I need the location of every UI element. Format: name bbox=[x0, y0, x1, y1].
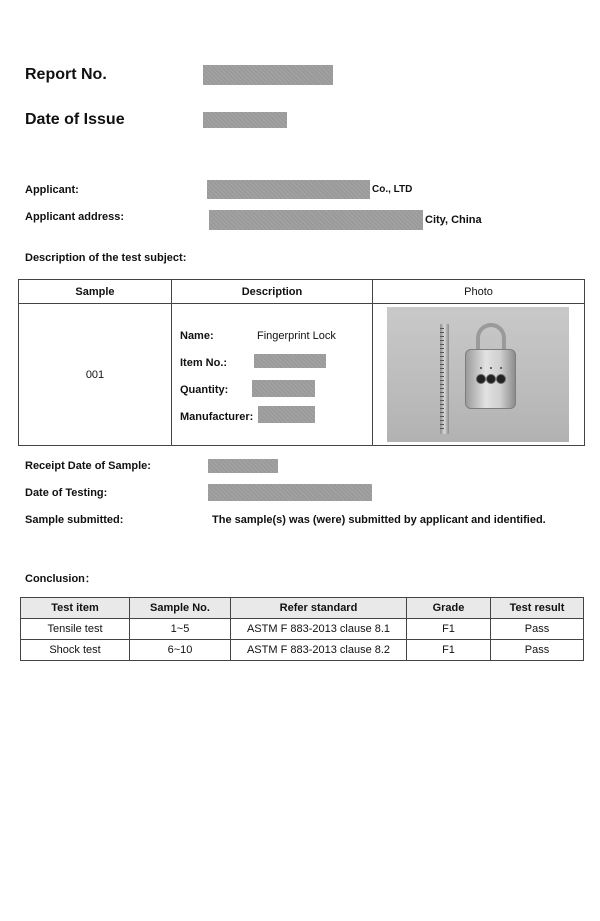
table-row bbox=[21, 619, 584, 640]
date-of-issue-label: Date of Issue bbox=[25, 111, 125, 128]
item-no-label: Item No.: bbox=[180, 357, 228, 369]
description-cell bbox=[172, 304, 373, 446]
description-heading: Description of the test subject: bbox=[25, 252, 187, 264]
sample-submitted-value: The sample(s) was (were) submitted by applicant and identified. bbox=[212, 514, 546, 526]
col-test-result-header: Test result bbox=[491, 598, 584, 619]
test-subject-table bbox=[18, 279, 585, 446]
fingerprint-lock-image bbox=[465, 349, 516, 409]
col-grade-header: Grade bbox=[407, 598, 491, 619]
sample-no-cell: 1~5 bbox=[130, 619, 231, 640]
date-of-testing-redacted bbox=[208, 484, 372, 501]
sample-submitted-label: Sample submitted: bbox=[25, 514, 124, 526]
applicant-address-redacted bbox=[209, 210, 423, 230]
applicant-address-label: Applicant address: bbox=[25, 211, 125, 223]
col-test-item-header: Test item bbox=[21, 598, 130, 619]
date-of-testing-label: Date of Testing: bbox=[25, 487, 108, 499]
ruler-image bbox=[440, 324, 449, 434]
applicant-suffix: Co., LTD bbox=[372, 184, 413, 195]
sample-no-cell: 6~10 bbox=[130, 640, 231, 661]
table-row bbox=[21, 640, 584, 661]
date-of-issue-redacted bbox=[203, 112, 287, 128]
grade-cell: F1 bbox=[407, 640, 491, 661]
col-description-header: Description bbox=[172, 280, 373, 304]
photo-cell bbox=[373, 304, 585, 446]
test-result-cell: Pass bbox=[491, 640, 584, 661]
item-no-redacted bbox=[254, 354, 326, 368]
name-label: Name: bbox=[180, 330, 214, 342]
col-photo-header: Photo bbox=[373, 280, 585, 304]
manufacturer-label: Manufacturer: bbox=[180, 411, 254, 423]
quantity-label: Quantity: bbox=[180, 384, 229, 396]
refer-standard-cell: ASTM F 883-2013 clause 8.2 bbox=[231, 640, 407, 661]
col-sample-header: Sample bbox=[19, 280, 172, 304]
test-item-cell: Shock test bbox=[21, 640, 130, 661]
col-sample-no-header: Sample No. bbox=[130, 598, 231, 619]
applicant-address-suffix: City, China bbox=[425, 214, 482, 226]
report-no-label: Report No. bbox=[25, 66, 107, 83]
receipt-date-redacted bbox=[208, 459, 278, 473]
col-refer-standard-header: Refer standard bbox=[231, 598, 407, 619]
report-no-redacted bbox=[203, 65, 333, 85]
name-value: Fingerprint Lock bbox=[257, 330, 336, 342]
applicant-redacted bbox=[207, 180, 370, 199]
test-item-cell: Tensile test bbox=[21, 619, 130, 640]
sample-id-cell: 001 bbox=[19, 304, 172, 446]
sample-photo bbox=[387, 307, 569, 442]
conclusion-table bbox=[20, 597, 584, 661]
manufacturer-redacted bbox=[258, 406, 315, 423]
refer-standard-cell: ASTM F 883-2013 clause 8.1 bbox=[231, 619, 407, 640]
conclusion-label: Conclusion： bbox=[25, 573, 96, 585]
test-result-cell: Pass bbox=[491, 619, 584, 640]
grade-cell: F1 bbox=[407, 619, 491, 640]
receipt-date-label: Receipt Date of Sample: bbox=[25, 460, 151, 472]
quantity-redacted bbox=[252, 380, 315, 397]
applicant-label: Applicant: bbox=[25, 184, 79, 196]
